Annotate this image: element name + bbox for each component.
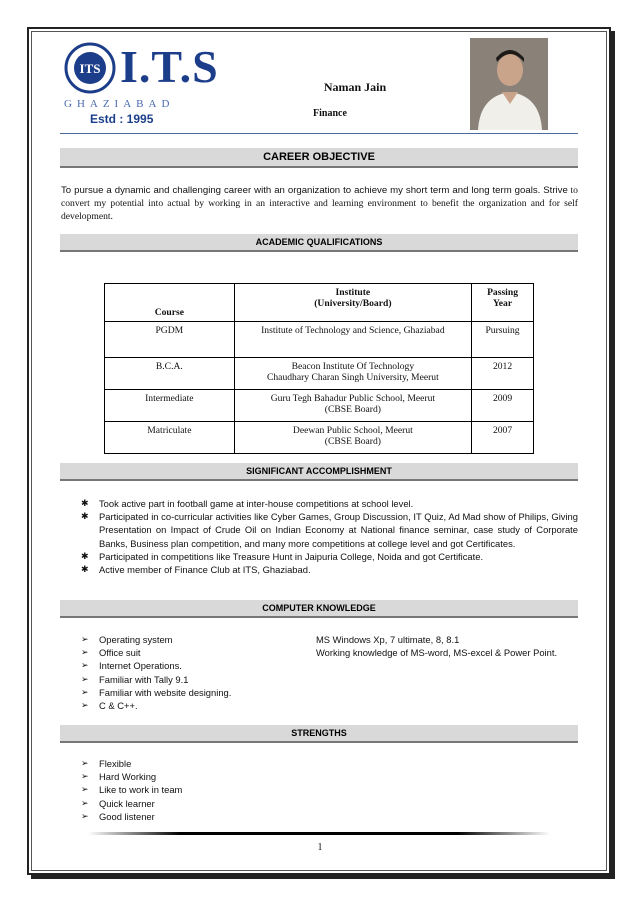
cell-institute: [234, 358, 471, 390]
cell-institute-line2: (CBSE Board): [324, 404, 381, 415]
list-item-text: Good listener: [99, 810, 155, 822]
list-item-label: Familiar with Tally 9.1: [99, 673, 189, 685]
footer-divider: [88, 832, 550, 835]
arrow-bullet-icon: ➢: [81, 700, 89, 711]
list-item-text: Like to work in team: [99, 784, 183, 796]
accomplishment-list: [61, 497, 578, 576]
list-item: [61, 699, 578, 712]
cell-year: 2009: [472, 390, 534, 422]
cell-institute-line1: Institute of Technology and Science, Ghaziabad: [261, 325, 445, 336]
cell-institute-line1: Deewan Public School, Meerut: [292, 425, 413, 436]
column-header-institute-line1: Institute: [335, 287, 371, 298]
section-strengths: STRENGTHS: [60, 725, 578, 743]
section-computer-knowledge: COMPUTER KNOWLEDGE: [60, 600, 578, 618]
cell-course: B.C.A.: [105, 358, 235, 390]
asterisk-bullet-icon: ✱: [81, 550, 89, 561]
asterisk-bullet-icon: ✱: [81, 511, 89, 522]
list-item-label: Internet Operations.: [99, 660, 182, 672]
its-logo: [62, 38, 219, 130]
column-header-year-line1: Passing: [487, 287, 518, 298]
cell-institute: [234, 322, 471, 358]
cell-institute-line1: Guru Tegh Bahadur Public School, Meerut: [270, 393, 436, 404]
list-item: [61, 497, 578, 510]
cell-institute-line2: (CBSE Board): [324, 436, 381, 447]
logo-city: GHAZIABAD: [64, 98, 175, 110]
list-item: [61, 510, 578, 550]
list-item: [61, 633, 578, 646]
list-item-text: Took active part in football game at inter-house competitions at school level.: [99, 498, 414, 509]
arrow-bullet-icon: ➢: [81, 686, 89, 697]
column-header-course: Course: [105, 284, 235, 322]
list-item-value: Working knowledge of MS-word, MS-excel & Power Point.: [316, 647, 558, 659]
table-row: [105, 390, 534, 422]
cell-institute: [234, 390, 471, 422]
arrow-bullet-icon: ➢: [81, 784, 89, 795]
list-item: [61, 783, 361, 796]
cell-course: PGDM: [105, 322, 235, 358]
list-item: [61, 646, 578, 659]
arrow-bullet-icon: ➢: [81, 660, 89, 671]
cell-institute-line2: Chaudhary Charan Singh University, Meerut: [266, 372, 439, 383]
career-objective-line2: to convert my potential into actual by working in an interactive and learning environment to benefit the organization and for self development.: [61, 185, 578, 222]
list-item: [61, 550, 578, 563]
arrow-bullet-icon: ➢: [81, 771, 89, 782]
column-header-institute-line2: (University/Board): [314, 298, 392, 309]
section-academic-qualifications: ACADEMIC QUALIFICATIONS: [60, 234, 578, 252]
list-item: [61, 810, 361, 823]
candidate-name: Naman Jain: [323, 80, 387, 94]
list-item: [61, 673, 578, 686]
profile-photo: [470, 38, 548, 130]
page-border-shadow-right: [611, 31, 615, 879]
list-item-label: C & C++.: [99, 700, 138, 712]
arrow-bullet-icon: ➢: [81, 758, 89, 768]
section-significant-accomplishment: SIGNIFICANT ACCOMPLISHMENT: [60, 463, 578, 481]
table-row: [105, 322, 534, 358]
cell-course: Intermediate: [105, 390, 235, 422]
list-item: [61, 757, 361, 770]
cell-year: Pursuing: [472, 322, 534, 358]
logo-estd: Estd : 1995: [90, 112, 154, 126]
list-item: [61, 659, 578, 672]
list-item-text: Flexible: [99, 758, 132, 769]
list-item-text: Quick learner: [99, 797, 155, 809]
list-item-text: Participated in co-curricular activities like Cyber Games, Group Discussion, IT Quiz, Ad Mad show of Philips, Giving Presentation on Impact of Crude Oil on Indian Economy at National finance seminar, case study of Corporate Banks, Business plan competition, and many more competitions at college level and got Certificates.: [99, 511, 578, 549]
asterisk-bullet-icon: ✱: [81, 498, 89, 508]
list-item-label: Operating system: [99, 634, 173, 645]
strengths-list: [61, 757, 361, 823]
list-item-label: Familiar with website designing.: [99, 686, 232, 698]
cell-institute: [234, 422, 471, 454]
academic-table: [104, 283, 534, 454]
career-objective-text: [61, 184, 578, 223]
page-number: 1: [317, 842, 323, 853]
table-header-row: [105, 284, 534, 322]
list-item-text: Active member of Finance Club at ITS, Ghaziabad.: [99, 564, 311, 576]
cell-institute-line1: Beacon Institute Of Technology: [291, 361, 415, 372]
arrow-bullet-icon: ➢: [81, 797, 89, 808]
list-item-text: Participated in competitions like Treasure Hunt in Jaipuria College, Noida and got Certificate.: [99, 550, 484, 562]
list-item-label: Office suit: [99, 647, 141, 659]
cell-year: 2012: [472, 358, 534, 390]
list-item-value: MS Windows Xp, 7 ultimate, 8, 8.1: [316, 634, 460, 645]
arrow-bullet-icon: ➢: [81, 673, 89, 684]
column-header-year-line2: Year: [492, 298, 513, 309]
cell-year: 2007: [472, 422, 534, 454]
career-objective-line1: To pursue a dynamic and challenging career with an organization to achieve my short term and long term goals. Strive: [61, 185, 568, 196]
section-career-objective: CAREER OBJECTIVE: [60, 148, 578, 168]
asterisk-bullet-icon: ✱: [81, 564, 89, 575]
person-photo-icon: [470, 38, 548, 130]
cell-course: Matriculate: [105, 422, 235, 454]
arrow-bullet-icon: ➢: [81, 634, 89, 644]
svg-text:ITS: ITS: [79, 61, 101, 76]
list-item: [61, 797, 361, 810]
candidate-department: Finance: [313, 108, 347, 119]
list-item: [61, 686, 578, 699]
table-row: [105, 358, 534, 390]
header-divider: [60, 133, 578, 134]
arrow-bullet-icon: ➢: [81, 647, 89, 658]
list-item-text: Hard Working: [99, 771, 157, 783]
column-header-institute: [234, 284, 471, 322]
logo-title: I.T.S: [120, 41, 219, 92]
list-item: [61, 563, 578, 576]
table-row: [105, 422, 534, 454]
arrow-bullet-icon: ➢: [81, 810, 89, 821]
list-item: [61, 770, 361, 783]
computer-knowledge-list: [61, 633, 578, 712]
column-header-year: [472, 284, 534, 322]
page-border-shadow-bottom: [31, 875, 615, 879]
